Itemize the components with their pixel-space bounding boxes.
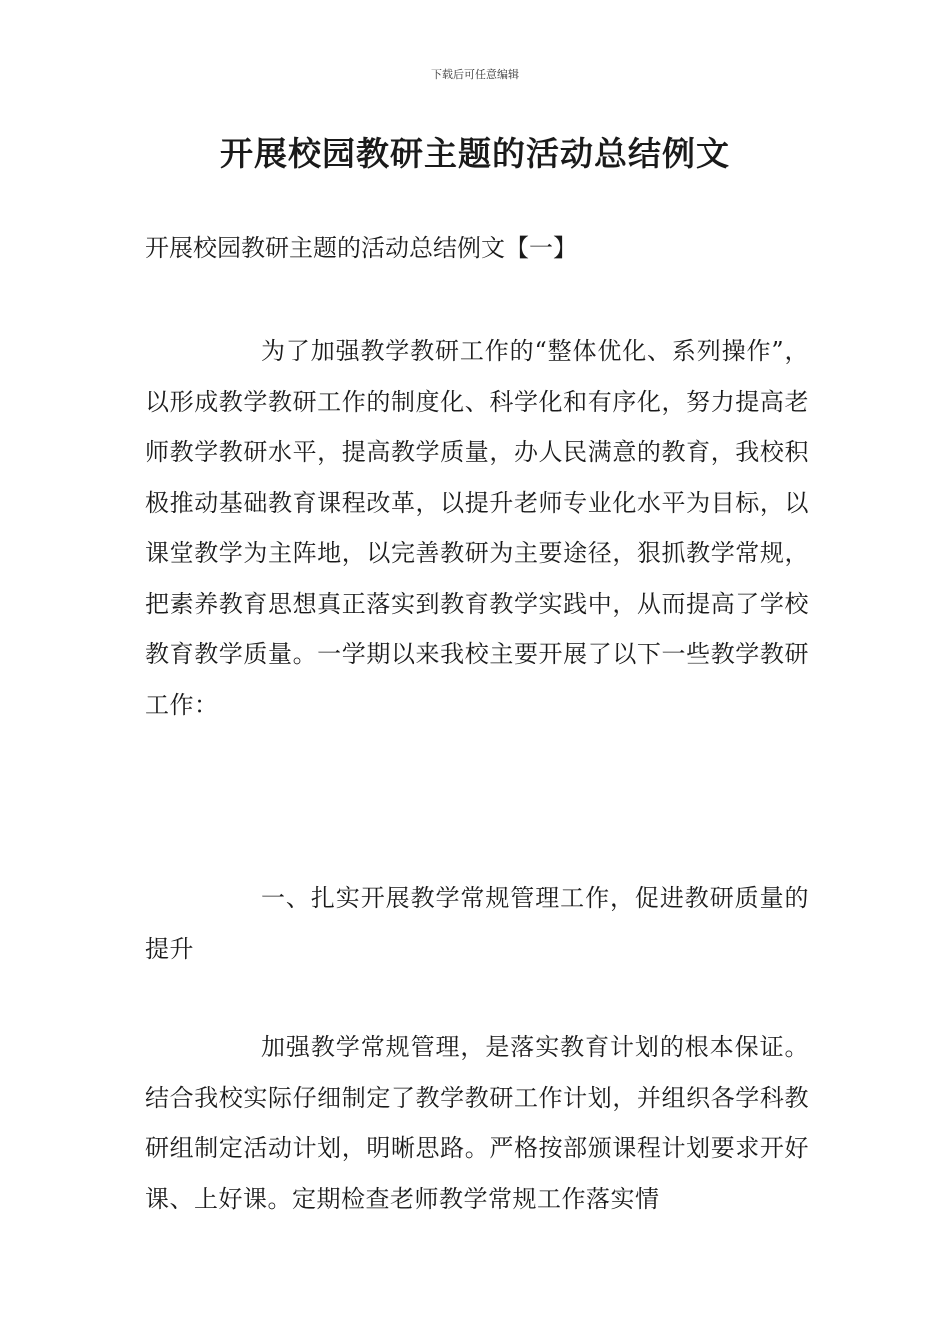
paragraph-intro: 为了加强教学教研工作的“整体优化、系列操作”，以形成教学教研工作的制度化、科学化和有序化，努力提高老师教学教研水平，提高教学质量，办人民满意的教育，我校积极推动基础教育课程改革，以提升老师专业化水平为目标，以课堂教学为主阵地，以完善教研为主要途径，狠抓教学常规，把素养教育思想真正落实到教育教学实践中，从而提高了学校教育教学质量。一学期以来我校主要开展了以下一些教学教研工作： (145, 337, 809, 719)
document-title: 开展校园教研主题的活动总结例文 (220, 134, 730, 173)
paragraph-subheading-1: 一、扎实开展教学常规管理工作，促进教研质量的提升 (145, 884, 809, 963)
section-heading: 开展校园教研主题的活动总结例文【一】 (145, 234, 577, 262)
page-header-note: 下载后可任意编辑 (431, 68, 519, 81)
paragraph-body-1: 加强教学常规管理，是落实教育计划的根本保证。结合我校实际仔细制定了教学教研工作计划，并组织各学科教研组制定活动计划，明晰思路。严格按部颁课程计划要求开好课、上好课。定期检查老师教学常规工作落实情 (145, 1033, 809, 1213)
